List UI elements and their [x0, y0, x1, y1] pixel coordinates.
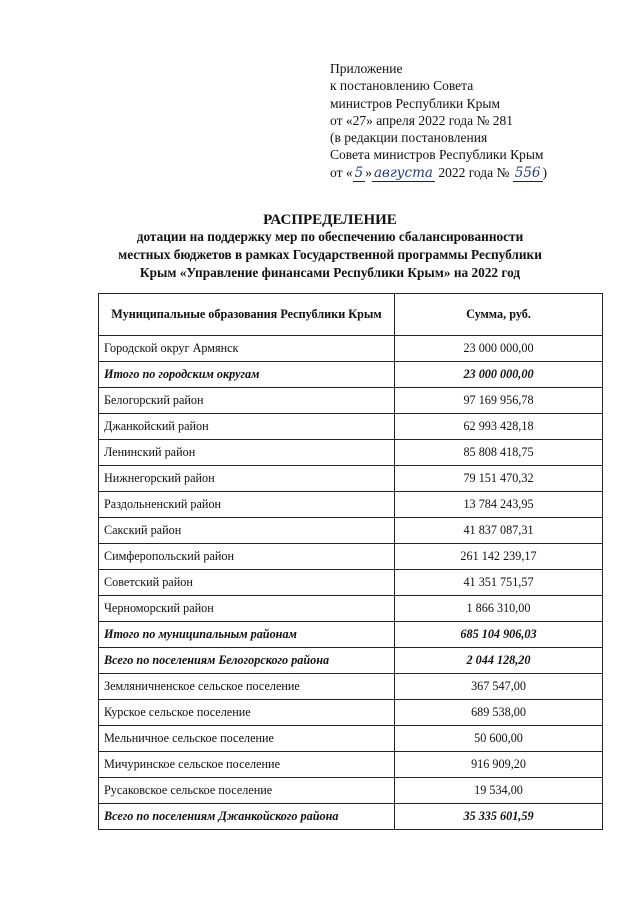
row-amount: 13 784 243,95: [395, 492, 603, 518]
appendix-line: (в редакции постановления: [330, 130, 488, 146]
appendix-date-line: от « 5 » августа 2022 года № 556 ): [330, 164, 548, 181]
distribution-table: [98, 293, 603, 830]
row-municipality: Курское сельское поселение: [99, 700, 395, 726]
subtitle-line: дотации на поддержку мер по обеспечению сбалансированности: [136, 229, 524, 244]
appendix-line: министров Республики Крым: [330, 95, 500, 111]
appendix-line: к постановлению Совета: [330, 78, 474, 94]
table-body: [99, 336, 603, 830]
row-municipality: Раздольненский район: [99, 492, 395, 518]
row-municipality: Итого по муниципальным районам: [99, 622, 395, 648]
row-amount: 689 538,00: [395, 700, 603, 726]
table-total-row: [99, 622, 603, 648]
row-municipality: Городской округ Армянск: [99, 336, 395, 362]
row-municipality: Земляничненское сельское поселение: [99, 674, 395, 700]
row-amount: 23 000 000,00: [395, 336, 603, 362]
table-row: [99, 466, 603, 492]
row-amount: 685 104 906,03: [395, 622, 603, 648]
header-municipality: Муниципальные образования Республики Крым: [99, 294, 395, 336]
row-amount: 62 993 428,18: [395, 414, 603, 440]
handwritten-day: 5: [354, 164, 364, 181]
table-row: [99, 388, 603, 414]
row-amount: 85 808 418,75: [395, 440, 603, 466]
table-row: [99, 700, 603, 726]
appendix-line: от «27» апреля 2022 года № 281: [330, 112, 514, 128]
table-row: [99, 492, 603, 518]
table-row: [99, 596, 603, 622]
table-total-row: [99, 804, 603, 830]
row-amount: 19 534,00: [395, 778, 603, 804]
appendix-block: [330, 60, 547, 182]
row-municipality: Сакский район: [99, 518, 395, 544]
header-amount: Сумма, руб.: [395, 294, 603, 336]
row-amount: 97 169 956,78: [395, 388, 603, 414]
row-amount: 2 044 128,20: [395, 648, 603, 674]
table-row: [99, 440, 603, 466]
table-row: [99, 752, 603, 778]
row-amount: 916 909,20: [395, 752, 603, 778]
handwritten-number: 556: [514, 164, 541, 181]
row-municipality: Русаковское сельское поселение: [99, 778, 395, 804]
row-municipality: Джанкойский район: [99, 414, 395, 440]
document-subtitle: [62, 228, 598, 282]
row-municipality: Ленинский район: [99, 440, 395, 466]
row-municipality: Мельничное сельское поселение: [99, 726, 395, 752]
table-row: [99, 778, 603, 804]
row-amount: 367 547,00: [395, 674, 603, 700]
table-row: [99, 414, 603, 440]
date-mid: »: [365, 164, 372, 180]
row-amount: 41 837 087,31: [395, 518, 603, 544]
row-amount: 1 866 310,00: [395, 596, 603, 622]
row-municipality: Итого по городским округам: [99, 362, 395, 388]
table-row: [99, 674, 603, 700]
document-title: РАСПРЕДЕЛЕНИЕ: [263, 212, 397, 228]
row-municipality: Симферопольский район: [99, 544, 395, 570]
table-row: [99, 518, 603, 544]
date-prefix: от «: [330, 164, 353, 180]
table-row: [99, 726, 603, 752]
appendix-line: Совета министров Республики Крым: [330, 147, 544, 163]
table-row: [99, 544, 603, 570]
table-total-row: [99, 648, 603, 674]
row-amount: 79 151 470,32: [395, 466, 603, 492]
table-total-row: [99, 362, 603, 388]
handwritten-month: августа: [373, 164, 433, 181]
subtitle-line: местных бюджетов в рамках Государственной программы Республики: [118, 247, 542, 262]
table-row: [99, 336, 603, 362]
row-municipality: Мичуринское сельское поселение: [99, 752, 395, 778]
appendix-line: Приложение: [330, 61, 403, 76]
row-municipality: Всего по поселениям Белогорского района: [99, 648, 395, 674]
row-amount: 261 142 239,17: [395, 544, 603, 570]
row-amount: 23 000 000,00: [395, 362, 603, 388]
row-municipality: Черноморский район: [99, 596, 395, 622]
row-municipality: Советский район: [99, 570, 395, 596]
date-year: 2022 года №: [434, 164, 513, 180]
table-header-row: [99, 294, 603, 336]
row-amount: 41 351 751,57: [395, 570, 603, 596]
row-amount: 50 600,00: [395, 726, 603, 752]
row-municipality: Белогорский район: [99, 388, 395, 414]
row-municipality: Нижнегорский район: [99, 466, 395, 492]
subtitle-line: Крым «Управление финансами Республики Крым» на 2022 год: [139, 265, 521, 280]
row-amount: 35 335 601,59: [395, 804, 603, 830]
row-municipality: Всего по поселениям Джанкойского района: [99, 804, 395, 830]
table-row: [99, 570, 603, 596]
